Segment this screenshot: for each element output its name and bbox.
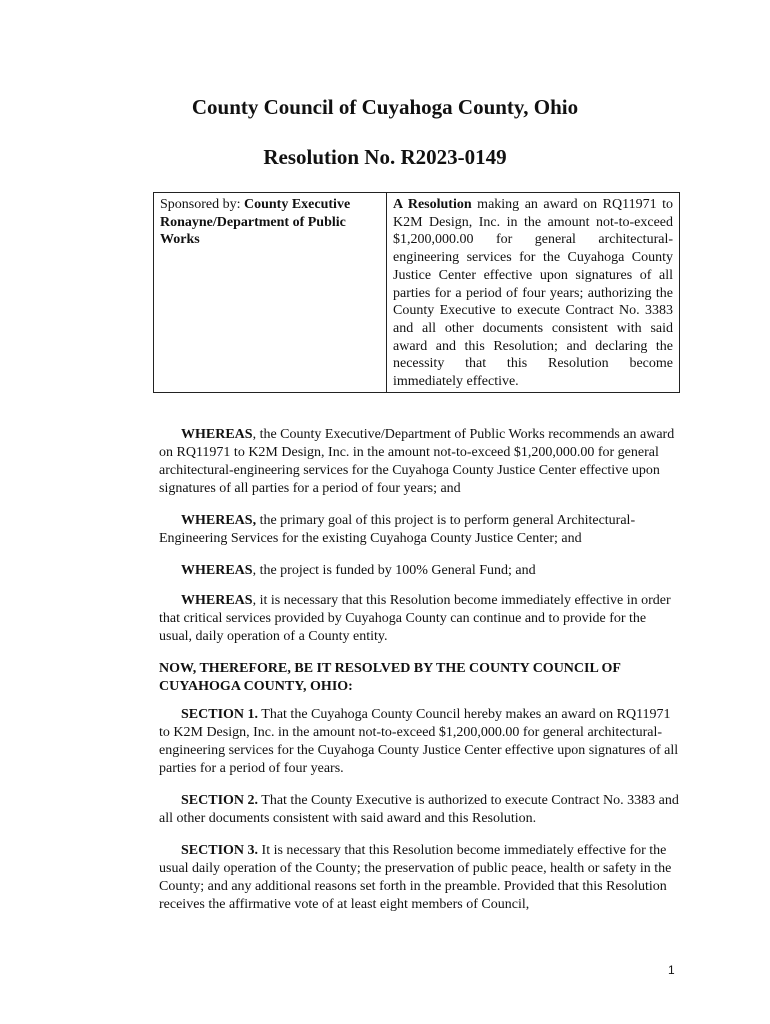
sponsor-prefix: Sponsored by: [160,197,244,212]
whereas-text: , the project is funded by 100% General Fund; and [252,563,536,578]
whereas-clause [159,592,679,646]
sponsor-name: County Executive Ronayne/Department of Public Works [160,197,351,248]
header-row [154,193,680,393]
document-title: County Council of Cuyahoga County, Ohio [191,95,579,119]
section-lead: SECTION 2. [181,793,259,808]
whereas-clause [159,426,679,498]
resolution-body [159,426,679,928]
whereas-text: , the County Executive/Department of Public Works recommends an award on RQ11971 to K2M Design, Inc. in the amount not-to-exceed $1,200,000.00 for general architectural-engineering services for the Cuyahoga County Justice Center effective upon signatures of all parties for a period of four years; and [159,427,675,496]
whereas-clause [159,512,679,548]
section-clause [159,842,679,914]
whereas-lead: WHEREAS [181,593,253,608]
page-number: 1 [668,963,675,977]
resolution-header-table [153,192,680,393]
section-text: That the Cuyahoga County Council hereby makes an award on RQ11971 to K2M Design, Inc. in the amount not-to-exceed $1,200,000.00 for general architectural-engineering services for the Cuyahoga County Justice Center effective upon signatures of all parties for a period of four years. [159,707,679,776]
resolution-summary-cell [387,193,680,393]
whereas-text: , it is necessary that this Resolution become immediately effective in order that critical services provided by Cuyahoga County can continue and to provide for the usual, daily operation of a County entity. [159,593,671,644]
summary-lead: A Resolution [393,197,472,212]
resolution-number: Resolution No. R2023-0149 [263,145,507,169]
whereas-lead: WHEREAS [181,563,253,578]
whereas-text: the primary goal of this project is to perform general Architectural-Engineering Services for the existing Cuyahoga County Justice Center; and [159,513,636,546]
section-lead: SECTION 3. [181,843,259,858]
section-clause [159,706,679,778]
whereas-clause [159,562,679,580]
section-text: It is necessary that this Resolution become immediately effective for the usual daily operation of the County; the preservation of public peace, health or safety in the County; and any additional reasons set forth in the preamble. Provided that this Resolution receives the affirmative vote of at least eight members of Council, [159,843,672,912]
summary-text: making an award on RQ11971 to K2M Design, Inc. in the amount not-to-exceed $1,200,000.00 for general architectural-engineering services for the Cuyahoga County Justice Center effective upon signatures of all parties for a period of four years; authorizing the County Executive to execute Contract No. 3383 and all other documents consistent with said award and this Resolution; and declaring the necessity that this Resolution become immediately effective. [393,197,674,390]
section-text: That the County Executive is authorized to execute Contract No. 3383 and all other documents consistent with said award and this Resolution. [159,793,679,826]
whereas-lead: WHEREAS, [181,513,257,528]
section-lead: SECTION 1. [181,707,259,722]
section-clause [159,792,679,828]
resolved-heading: NOW, THEREFORE, BE IT RESOLVED BY THE COUNTY COUNCIL OF CUYAHOGA COUNTY, OHIO: [159,661,621,694]
whereas-lead: WHEREAS [181,427,253,442]
sponsor-cell [154,193,387,393]
